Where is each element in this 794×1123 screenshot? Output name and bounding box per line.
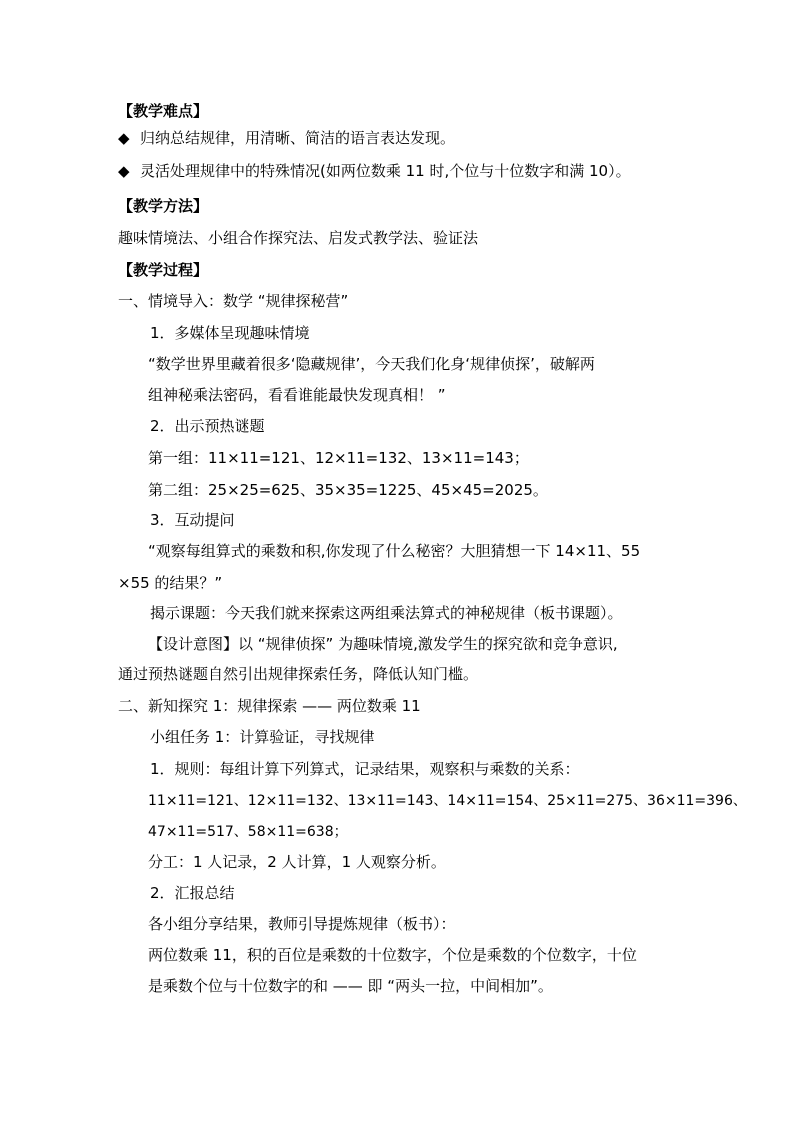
question-line-1: “观察每组算式的乘数和积,你发现了什么秘密？大胆猜想一下 14×11、55 xyxy=(148,542,641,560)
rule-line-1: 两位数乘 11，积的百位是乘数的十位数字，个位是乘数的个位数字，十位 xyxy=(148,946,637,964)
puzzle-group-1: 第一组：11×11=121、12×11=132、13×11=143； xyxy=(148,449,529,467)
difficulty-text: 灵活处理规律中的特殊情况(如两位数乘 11 时,个位与十位数字和满 10）。 xyxy=(140,162,631,180)
part1-step1-line2: 组神秘乘法密码，看看谁能最快发现真相！ ” xyxy=(148,386,446,404)
division-of-labor: 分工：1 人记录，2 人计算，1 人观察分析。 xyxy=(148,853,446,871)
part1-step2-title: 2．出示预热谜题 xyxy=(150,417,265,435)
question-line-2: ×55 的结果？” xyxy=(118,574,223,592)
difficulty-item-1 xyxy=(118,128,455,148)
group-task-title: 小组任务 1：计算验证，寻找规律 xyxy=(150,728,375,746)
difficulty-text: 归纳总结规律，用清晰、简洁的语言表达发现。 xyxy=(140,129,456,147)
part1-title: 一、情境导入：数学 “规律探秘营” xyxy=(118,292,349,310)
report-title: 2．汇报总结 xyxy=(150,884,235,902)
calc-line-1: 11×11=121、12×11=132、13×11=143、14×11=154、25×11=275、36×11=396、 xyxy=(148,793,747,809)
part1-step1-line1: “数学世界里藏着很多‘隐藏规律’，今天我们化身‘规律侦探’，破解两 xyxy=(148,355,595,373)
puzzle-group-2: 第二组：25×25=625、35×35=1225、45×45=2025。 xyxy=(148,481,548,499)
part1-step1-title: 1．多媒体呈现趣味情境 xyxy=(150,324,310,342)
reveal-topic: 揭示课题：今天我们就来探索这两组乘法算式的神秘规律（板书课题）。 xyxy=(150,604,623,622)
section-title-difficulties: 【教学难点】 xyxy=(118,102,209,120)
part2-title: 二、新知探究 1：规律探索 —— 两位数乘 11 xyxy=(118,697,421,715)
design-intent-line-2: 通过预热谜题自然引出规律探索任务，降低认知门槛。 xyxy=(118,665,479,683)
diamond-bullet-icon: ◆ xyxy=(118,162,130,180)
rule-line-2: 是乘数个位与十位数字的和 —— 即 “两头一拉，中间相加”。 xyxy=(148,977,553,995)
difficulty-item-2 xyxy=(118,161,631,181)
task-rule: 1．规则：每组计算下列算式，记录结果，观察积与乘数的关系： xyxy=(150,760,580,778)
section-title-process: 【教学过程】 xyxy=(118,261,209,279)
section-title-methods: 【教学方法】 xyxy=(118,197,209,215)
calc-line-2: 47×11=517、58×11=638； xyxy=(148,824,348,840)
report-intro: 各小组分享结果，教师引导提炼规律（板书）： xyxy=(148,915,456,933)
part1-step3-title: 3．互动提问 xyxy=(150,511,235,529)
diamond-bullet-icon: ◆ xyxy=(118,129,130,147)
methods-text: 趣味情境法、小组合作探究法、启发式教学法、验证法 xyxy=(118,229,479,247)
design-intent-line-1: 【设计意图】以 “规律侦探” 为趣味情境,激发学生的探究欲和竞争意识, xyxy=(148,635,618,653)
